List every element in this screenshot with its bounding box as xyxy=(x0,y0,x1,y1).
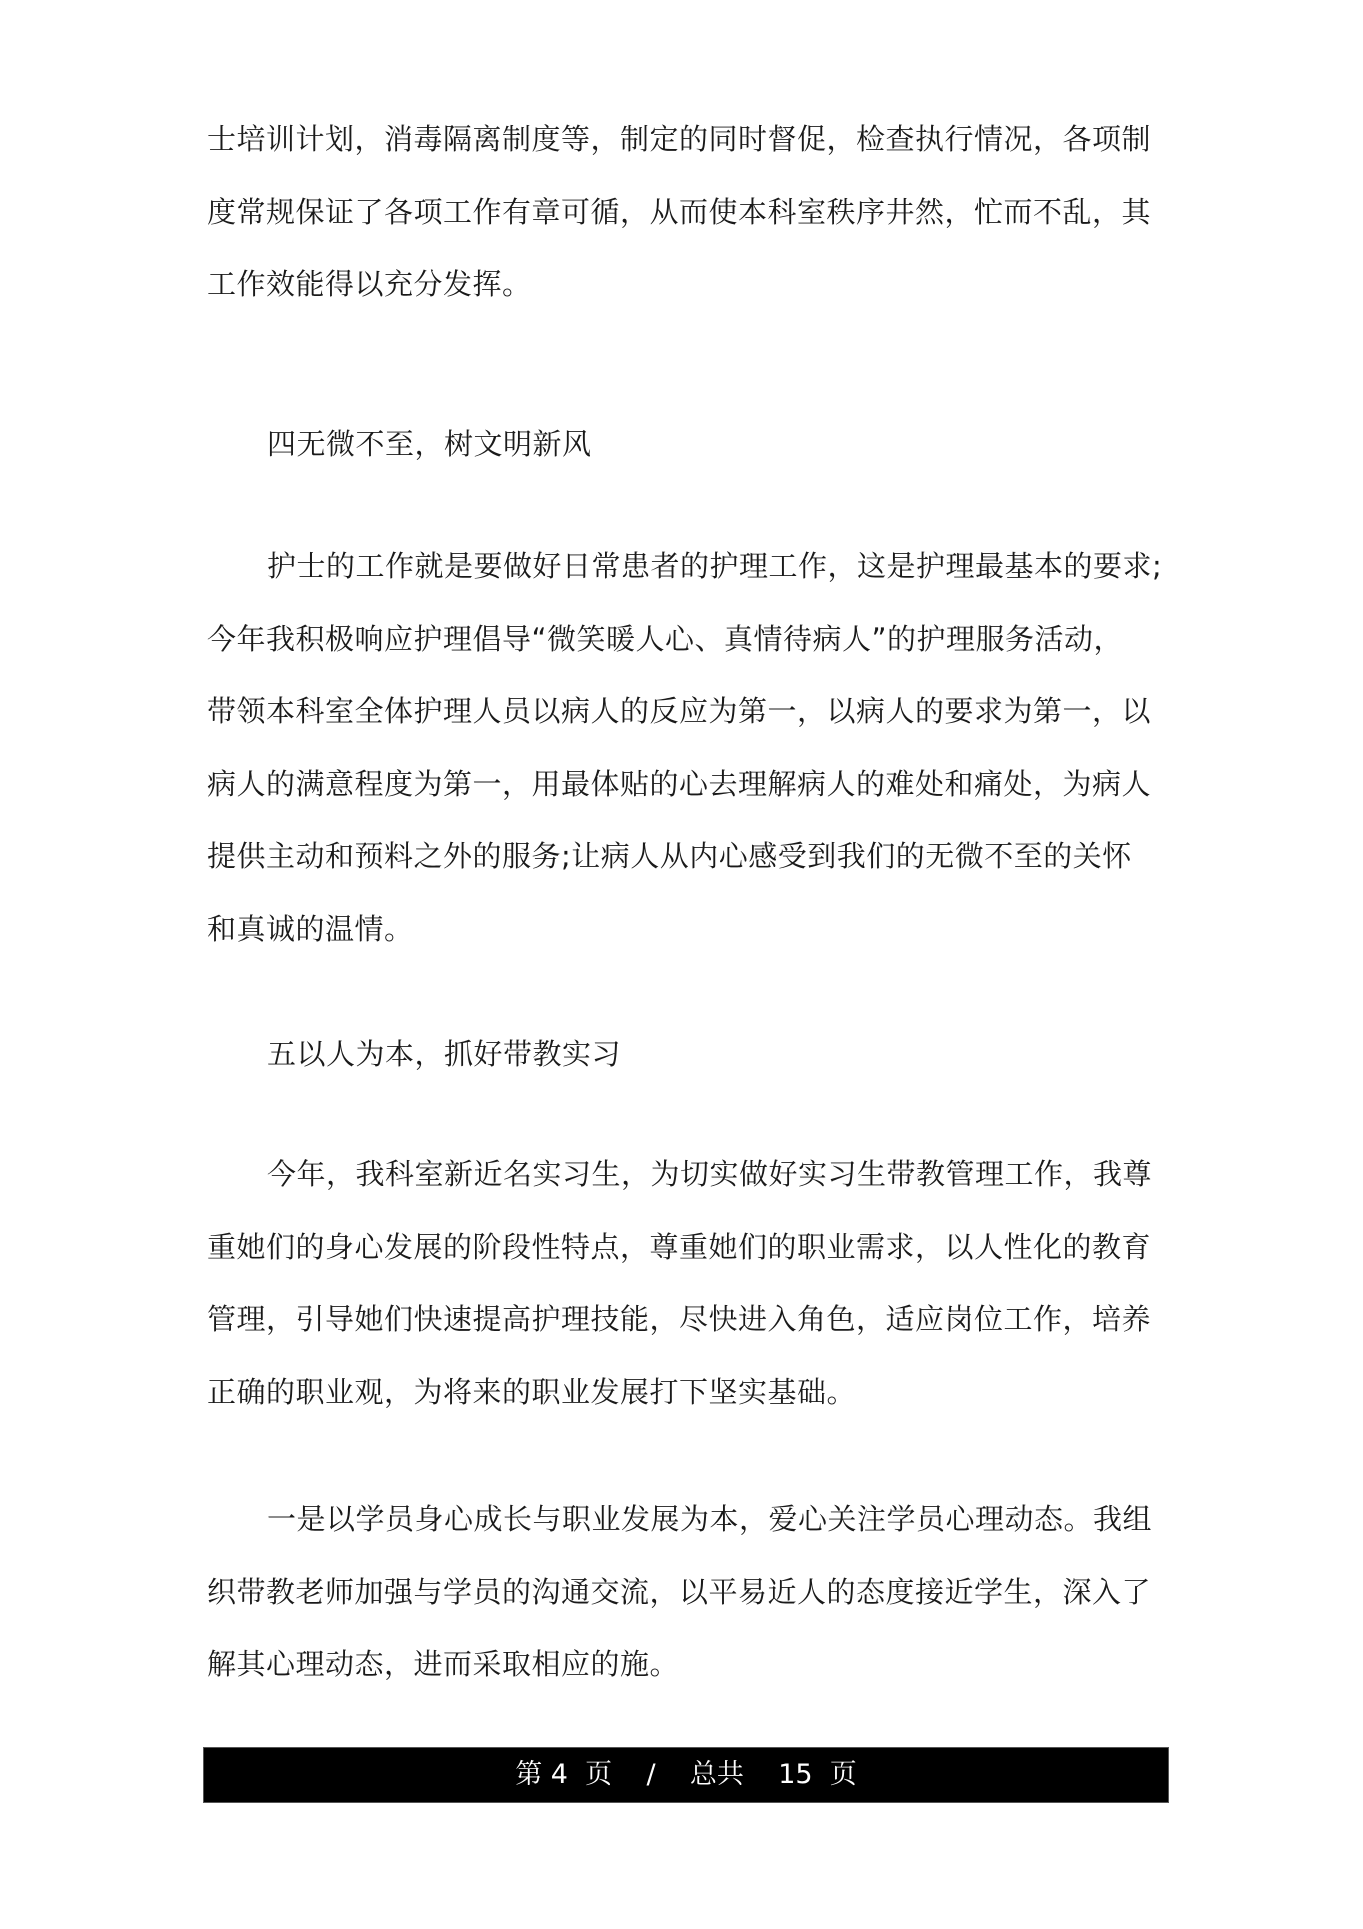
section-heading: 四无微不至，树文明新风 xyxy=(267,427,592,461)
paragraph-6 xyxy=(207,1483,1167,1701)
paragraph-line: 护士的工作就是要做好日常患者的护理工作，这是护理最基本的要求; xyxy=(267,549,1163,583)
paragraph-3 xyxy=(207,530,1167,965)
paragraph-line: 今年，我科室新近名实习生，为切实做好实习生带教管理工作，我尊 xyxy=(267,1157,1153,1191)
paragraph-5 xyxy=(207,1138,1167,1428)
paragraph-line: 织带教老师加强与学员的沟通交流，以平易近人的态度接近学生，深入了 xyxy=(207,1574,1152,1609)
section-heading-5 xyxy=(207,1018,1167,1091)
paragraph-line: 正确的职业观，为将来的职业发展打下坚实基础。 xyxy=(207,1374,857,1409)
paragraph-line: 重她们的身心发展的阶段性特点，尊重她们的职业需求，以人性化的教育 xyxy=(207,1229,1152,1264)
paragraph-line: 提供主动和预料之外的服务;让病人从内心感受到我们的无微不至的关怀 xyxy=(207,839,1132,873)
page-footer xyxy=(203,1747,1169,1803)
paragraph-1 xyxy=(207,103,1167,321)
paragraph-line: 病人的满意程度为第一，用最体贴的心去理解病人的难处和痛处，为病人 xyxy=(207,766,1152,801)
paragraph-line: 今年我积极响应护理倡导“微笑暖人心、真情待病人”的护理服务活动， xyxy=(207,621,1124,656)
paragraph-line: 解其心理动态，进而采取相应的施。 xyxy=(207,1647,680,1681)
paragraph-line: 带领本科室全体护理人员以病人的反应为第一，以病人的要求为第一，以 xyxy=(207,694,1152,728)
paragraph-line: 管理，引导她们快速提高护理技能，尽快进入角色，适应岗位工作，培养 xyxy=(207,1302,1152,1336)
paragraph-line: 工作效能得以充分发挥。 xyxy=(207,267,532,301)
section-heading-4 xyxy=(207,408,1167,481)
paragraph-line: 度常规保证了各项工作有章可循，从而使本科室秩序井然，忙而不乱，其 xyxy=(207,194,1152,229)
page-number-label: 第 4 页 / 总共 15 页 xyxy=(515,1759,857,1790)
section-heading: 五以人为本，抓好带教实习 xyxy=(267,1037,622,1071)
paragraph-line: 士培训计划，消毒隔离制度等，制定的同时督促，检查执行情况，各项制 xyxy=(207,122,1152,156)
paragraph-line: 和真诚的温情。 xyxy=(207,911,414,946)
paragraph-line: 一是以学员身心成长与职业发展为本，爱心关注学员心理动态。我组 xyxy=(267,1502,1153,1536)
